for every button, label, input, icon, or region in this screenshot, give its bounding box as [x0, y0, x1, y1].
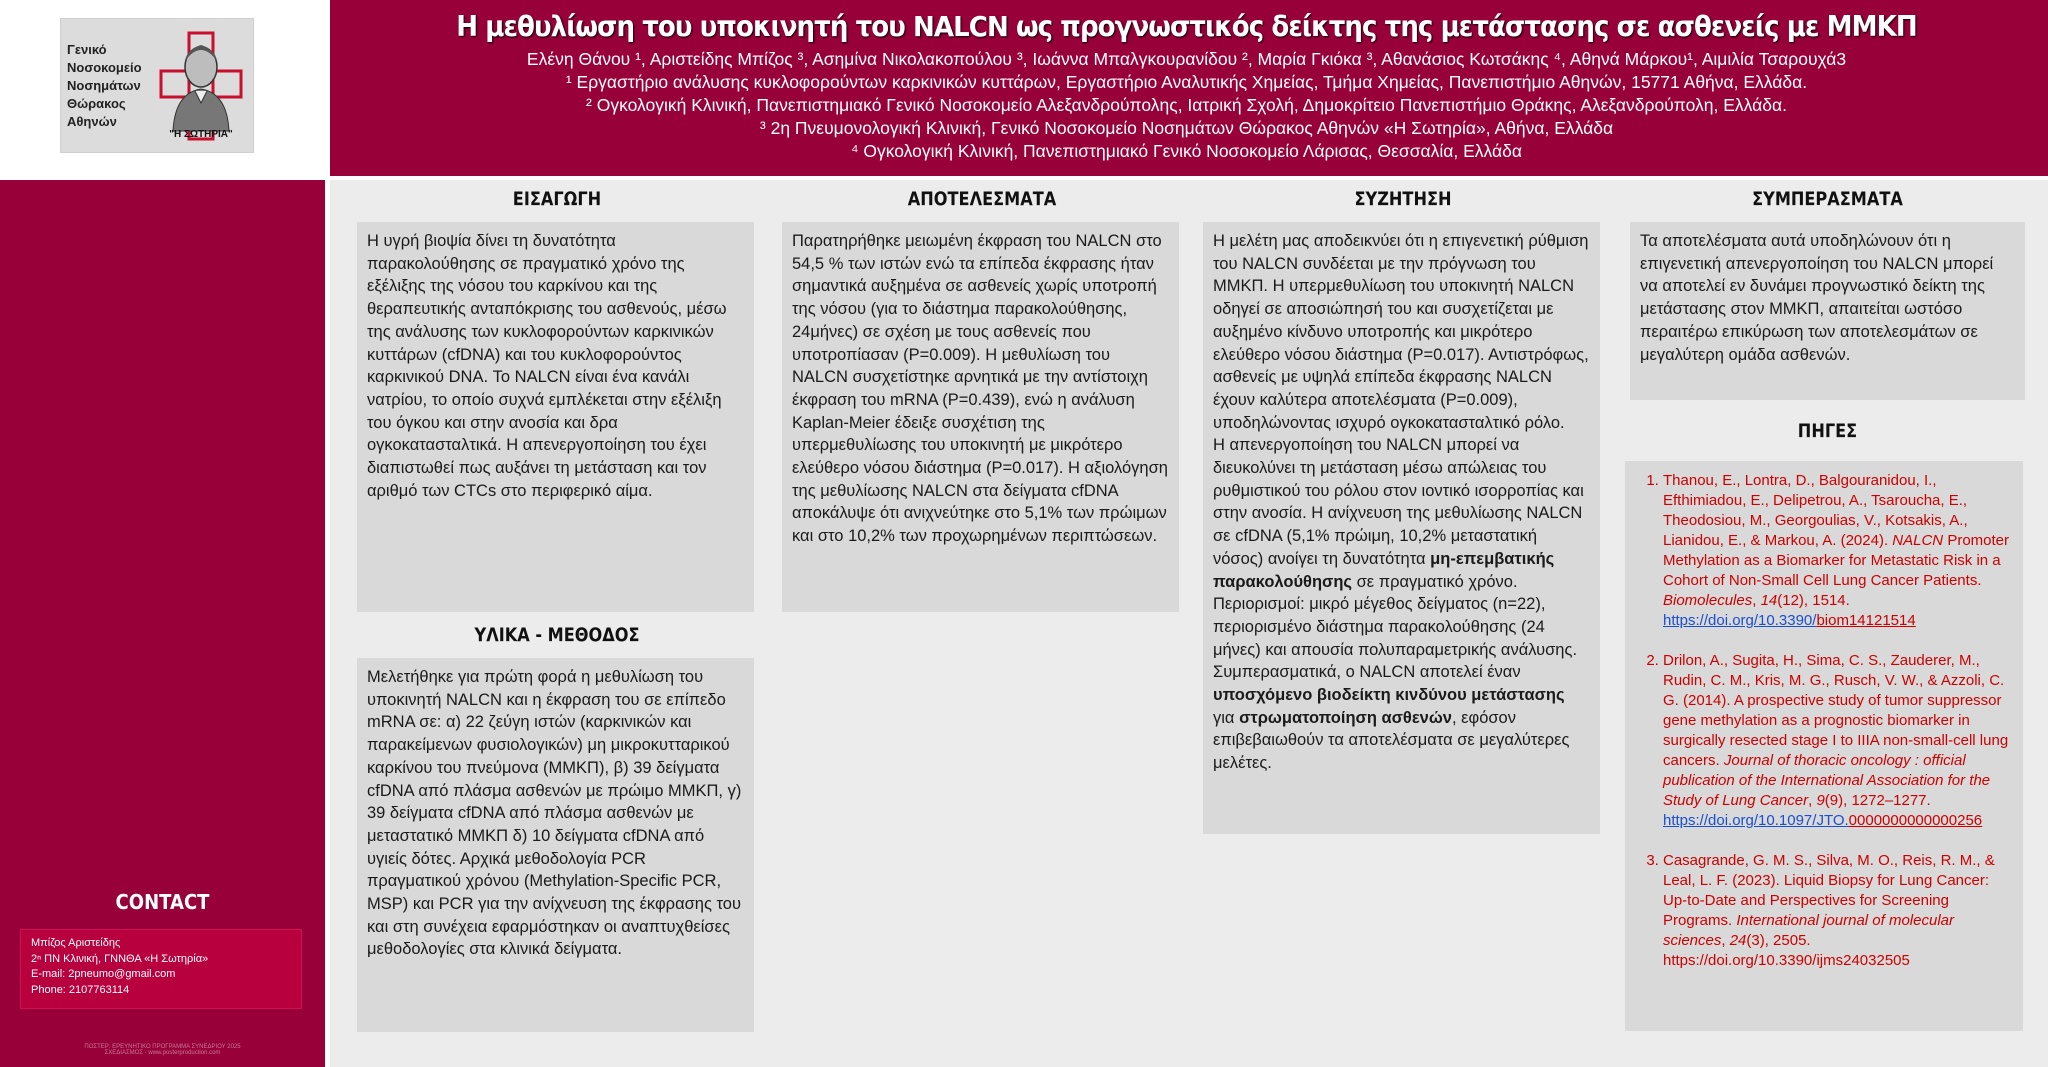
- ref-link-tail: biom14121514: [1816, 612, 1916, 629]
- footer-line: ΣΧΕΔΙΑΣΜΟΣ · www.posterproduction.com: [104, 1050, 221, 1056]
- ref-link-text: https://doi.org/10.1097/JTO.: [1663, 812, 1849, 829]
- discussion-text: σε πραγματικό χρόνο.: [1356, 572, 1518, 591]
- affiliation-2: ² Ογκολογική Κλινική, Πανεπιστημιακό Γενικό Νοσοκομείο Αλεξανδρούπολης, Ιατρική Σχολή, Δημοκρίτειο Πανεπιστήμιο Θράκης, Αλεξανδρούπολη, Ελλάδα.: [586, 95, 1787, 115]
- ref-text: Promoter Methylation as a Biomarker for Metastatic Risk in a Cohort of Non-Small Cell Lung Cancer Patients.: [1663, 532, 2010, 589]
- intro-title: ΕΙΣΑΓΩΓΗ: [512, 188, 602, 210]
- references-box: [1625, 461, 2023, 1031]
- reference-item: [1663, 471, 2013, 631]
- discussion-emphasis: στρωματοποίηση ασθενών: [1239, 708, 1452, 727]
- conclusions-box: [1630, 222, 2025, 400]
- poster-title: Η μεθυλίωση του υποκινητή του NALCN ως προγνωστικός δείκτης της μετάστασης σε ασθενείς με ΜΜΚΠ: [456, 10, 1917, 43]
- discussion-paragraph-1: Η μελέτη μας αποδεικνύει ότι η επιγενετική ρύθμιση του NALCN συνδέεται με την πρόγνωση του ΜΜΚΠ. Η υπερμεθυλίωση του υποκινητή NALCN οδηγεί σε αποσιώπησή του και συσχετίζεται με αυξημένο κίνδυνο υποτροπής και μικρότερο ελεύθερο νόσου διάστημα (P=0.017). Αντιστρόφως, ασθενείς με υψηλά επίπεδα έκφρασης NALCN έχουν καλύτερα αποτελέσματα (P=0.009), υποδηλώνοντας ισχυρό ογκοκατασταλτικό ρόλο.: [1213, 232, 1589, 432]
- footer-credit: [0, 1044, 325, 1056]
- logo-line: Νοσημάτων: [67, 78, 141, 93]
- ref-text: (9), 1272–1277.: [1824, 792, 1931, 809]
- discussion-text: Περιορισμοί: μικρό μέγεθος δείγματος (n=22), περιορισμένο διάστημα παρακολούθησης (24 μήνες) και απουσία πολυπαραμετρικής ανάλυσης. Συμπερασματικά, ο NALCN αποτελεί έναν: [1213, 595, 1578, 682]
- discussion-box: [1203, 222, 1600, 834]
- discussion-paragraph-2: [1213, 434, 1590, 593]
- intro-box: [357, 222, 754, 612]
- discussion-emphasis: υποσχόμενο βιοδείκτη κινδύνου μετάστασης: [1213, 686, 1565, 705]
- sidebar: [0, 180, 325, 1067]
- methods-text: Μελετήθηκε για πρώτη φορά η μεθυλίωση του υποκινητή NALCN και η έκφραση του σε επίπεδο mRNA σε: α) 22 ζεύγη ιστών (καρκινικών και παρακείμενων φυσιολογικών) μη μικροκυτταρικού καρκίνου του πνεύμονα (ΜΜΚΠ), β) 39 δείγματα cfDNA από πλάσμα ασθενών με πρώιμο ΜΜΚΠ, γ) 39 δείγματα cfDNA από πλάσμα ασθενών με μεταστατικό ΜΜΚΠ δ) 10 δείγματα cfDNA από υγιείς δότες. Αρχικά μεθοδολογία PCR πραγματικού χρόνου (Methylation-Specific PCR, MSP) και PCR για την ανίχνευση της έκφρασης του και στη συνέχεια εφαρμόστηκαν οι αναπτυχθείσες μεθοδολογίες στα κλινικά δείγματα.: [367, 668, 742, 959]
- contact-box: [20, 929, 302, 1009]
- ref-text: Casagrande, G. M. S., Silva, M. O., Reis, R. M., & Leal, L. F. (2023). Liquid Biopsy for Lung Cancer: Up-to-Date and Perspectives for Screening Programs.: [1663, 852, 1995, 929]
- logo-line: Γενικό: [67, 42, 107, 57]
- hospital-logo: [60, 18, 254, 153]
- contact-clinic: 2ⁿ ΠΝ Κλινική, ΓΝΝΘΑ «Η Σωτηρία»: [31, 952, 209, 965]
- ref-text: Thanou, E., Lontra, D., Balgouranidou, I., Efthimiadou, E., Delipetrou, A., Tsaroucha, E., Theodosiou, M., Georgoulias, V., Kotsakis, A., Lianidou, E., & Markou, A. (2024).: [1663, 472, 1968, 549]
- methods-title: ΥΛΙΚΑ - ΜΕΘΟΔΟΣ: [474, 624, 640, 646]
- footer-line: ΠΟΣΤΕΡ: ΕΡΕΥΝΗΤΙΚΟ ΠΡΟΓΡΑΜΜΑ ΣΥΝΕΔΡΙΟΥ 2025: [84, 1044, 241, 1050]
- ref-text: (12), 1514.: [1777, 592, 1850, 609]
- ref-link-tail: 0000000000000256: [1848, 812, 1983, 829]
- logo-line: Νοσοκομείο: [67, 60, 142, 75]
- ref-journal: Journal of thoracic oncology : official publication of the International Association for the Study of Lung Cancer: [1663, 752, 1991, 809]
- references-title: ΠΗΓΕΣ: [1797, 420, 1858, 442]
- ref-volume: 24: [1729, 932, 1747, 949]
- ref-journal: International journal of molecular sciences: [1663, 912, 1954, 949]
- ref-doi-link[interactable]: [1663, 612, 1916, 629]
- discussion-paragraph-3: [1213, 593, 1590, 775]
- conclusions-text: Τα αποτελέσματα αυτά υποδηλώνουν ότι η επιγενετική απενεργοποίηση του NALCN μπορεί να αποτελεί εν δυνάμει προγνωστικό δείκτη της μετάστασης στον ΜΜΚΠ, απαιτείται ωστόσο περαιτέρω επικύρωση των αποτελεσμάτων σε μεγαλύτερη ομάδα ασθενών.: [1640, 232, 1994, 364]
- ref-volume: 9: [1816, 792, 1825, 809]
- methods-box: [357, 658, 754, 1032]
- ref-italic: NALCN: [1892, 532, 1944, 549]
- authors-block: [325, 48, 2048, 163]
- ref-text: ,: [1752, 592, 1761, 609]
- discussion-text: , εφόσον επιβεβαιωθούν τα αποτελέσματα σε μεγαλύτερες μελέτες.: [1213, 708, 1570, 773]
- ref-text: Drilon, A., Sugita, H., Sima, C. S., Zauderer, M., Rudin, C. M., Kris, M. G., Rusch, V. W., & Azzoli, C. G. (2014). A prospective study of tumor suppressor gene methylation as a prognostic biomarker in surgically resected stage I to IIIA non-small-cell lung cancers.: [1663, 652, 2009, 769]
- intro-text: Η υγρή βιοψία δίνει τη δυνατότητα παρακολούθησης σε πραγματικό χρόνο της εξέλιξης της νόσου του καρκίνου και της θεραπευτικής ανταπόκρισης του ασθενούς, μέσω της ανάλυσης των κυκλοφορούντων καρκινικών κυττάρων (cfDNA) και του κυκλοφορούντος καρκινικού DNA. Το NALCN είναι ένα κανάλι νατρίου, το οποίο συχνά εμπλέκεται στην εξέλιξη του όγκου και στην ανοσία και δρα ογκοκατασταλτικά. Η απενεργοποίηση του έχει διαπιστωθεί πως αυξάνει τη μετάσταση και τον αριθμό των CTCs στο περιφερικό αίμα.: [367, 232, 727, 500]
- discussion-text: για: [1213, 708, 1235, 727]
- logo-text: [67, 41, 142, 131]
- ref-doi-link[interactable]: [1663, 812, 1982, 829]
- logo-area: [0, 0, 325, 176]
- affiliation-3: ³ 2η Πνευμονολογική Κλινική, Γενικό Νοσοκομείο Νοσημάτων Θώρακος Αθηνών «Η Σωτηρία», Αθήνα, Ελλάδα: [759, 118, 1614, 138]
- ref-text: ,: [1721, 932, 1730, 949]
- conclusions-title: ΣΥΜΠΕΡΑΣΜΑΤΑ: [1752, 188, 1903, 210]
- contact-name: Μπίζος Αριστείδης: [31, 937, 121, 949]
- results-title: ΑΠΟΤΕΛΕΣΜΑΤΑ: [907, 188, 1057, 210]
- references-list: [1633, 471, 2013, 971]
- ref-journal: Biomolecules: [1663, 592, 1753, 609]
- ref-text: (3), 2505. https://doi.org/10.3390/ijms24032505: [1663, 932, 1910, 969]
- contact-phone: Phone: 2107763114: [31, 983, 130, 996]
- affiliation-1: ¹ Εργαστήριο ανάλυσης κυκλοφορούντων καρκινικών κυττάρων, Εργαστήριο Αναλυτικής Χημείας, Τμήμα Χημείας, Πανεπιστήμιο Αθηνών, 15771 Αθήνα, Ελλάδα.: [565, 72, 1808, 92]
- logo-line: Αθηνών: [67, 114, 117, 129]
- affiliation-4: ⁴ Ογκολογική Κλινική, Πανεπιστημιακό Γενικό Νοσοκομείο Λάρισας, Θεσσαλία, Ελλάδα: [851, 141, 1522, 161]
- discussion-title: ΣΥΖΗΤΗΣΗ: [1354, 188, 1452, 210]
- contact-email[interactable]: E-mail: 2pneumo@gmail.com: [31, 968, 176, 980]
- reference-item: [1663, 651, 2013, 831]
- discussion-emphasis: μη-επεμβατικής παρακολούθησης: [1213, 549, 1555, 591]
- ref-volume: 14: [1760, 592, 1778, 609]
- logo-caption: "Η ΣΩΤΗΡΙΑ": [169, 129, 233, 140]
- discussion-text: Η απενεργοποίηση του NALCN μπορεί να διευκολύνει τη μετάσταση μέσω απώλειας του ρυθμιστικού του ρόλου στον ιοντικό ισορροπίας και στην ανοσία. Η ανίχνευση της μεθυλίωσης NALCN σε cfDNA (5,1% πρώιμη, 10,2% μεταστατική νόσος) ανοίγει τη δυνατότητα: [1213, 436, 1584, 568]
- authors-line: Ελένη Θάνου ¹, Αριστείδης Μπίζος ³, Ασημίνα Νικολακοπούλου ³, Ιωάννα Μπαλγκουρανίδου ², Μαρία Γκιόκα ³, Αθανάσιος Κωτσάκης ⁴, Αθηνά Μάρκου¹, Αιμιλία Τσαρουχά3: [526, 49, 1847, 69]
- results-box: [782, 222, 1179, 612]
- contact-title: CONTACT: [115, 890, 210, 914]
- main-content: [330, 180, 2048, 1067]
- portrait-cross-icon: [159, 31, 243, 141]
- ref-link-text: https://doi.org/10.3390/: [1663, 612, 1817, 629]
- results-text: Παρατηρήθηκε μειωμένη έκφραση του NALCN στο 54,5 % των ιστών ενώ τα επίπεδα έκφρασης ήταν σημαντικά αυξημένα σε ασθενείς χωρίς υποτροπή της νόσου (για το διάστημα παρακολούθησης, 24μήνες) σε σχέση με τους ασθενείς που υποτροπίασαν (P=0.009). Η μεθυλίωση του NALCN συσχετίστηκε αρνητικά με την αντίστοιχη έκφραση του mRNA (P=0.439), ενώ η ανάλυση Kaplan-Meier έδειξε συσχέτιση της υπερμεθυλίωσης του υποκινητή με μικρότερο ελεύθερο νόσου διάστημα (P=0.017). Η αξιολόγηση της μεθυλίωσης NALCN στα δείγματα cfDNA αποκάλυψε ότι ανιχνεύτηκε στο 5,1% των πρώιμων και στο 10,2% των προχωρημένων περιπτώσεων.: [792, 232, 1168, 546]
- ref-text: ,: [1808, 792, 1817, 809]
- reference-item: [1663, 851, 2013, 971]
- poster-header: [325, 0, 2048, 176]
- logo-line: Θώρακος: [67, 96, 126, 111]
